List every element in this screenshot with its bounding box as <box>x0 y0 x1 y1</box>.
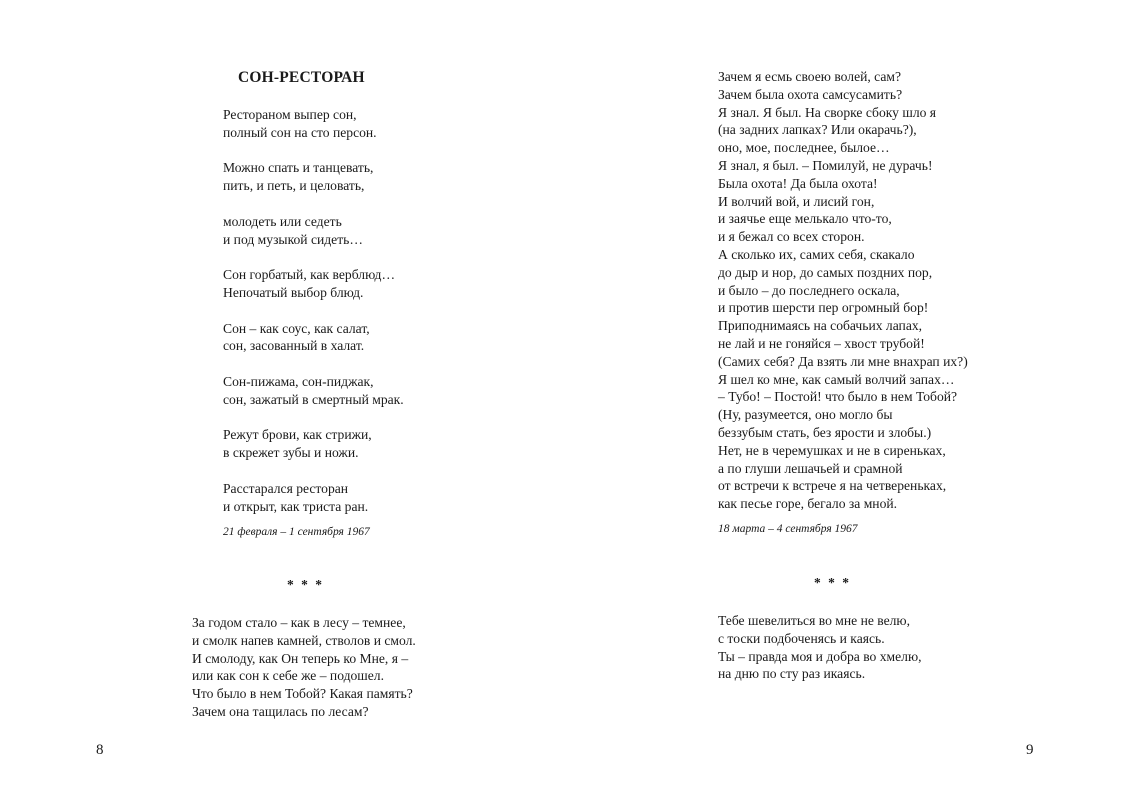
poem-date: 21 февраля – 1 сентября 1967 <box>223 526 370 538</box>
poem-son-restoran <box>223 106 404 533</box>
poem-line: Приподнимаясь на собачьих лапах, <box>718 318 923 334</box>
poem-line: (Самих себя? Да взять ли мне внахрап их?) <box>718 353 968 369</box>
stanza <box>223 426 404 462</box>
poem-line: Зачем я есмь своею волей, сам? <box>718 69 902 84</box>
poem-line: с тоски подбоченясь и каясь. <box>718 630 885 646</box>
poem-line: Тебе шевелиться во мне не велю, <box>718 613 910 628</box>
poem-line: и я бежал со всех сторон. <box>718 229 865 245</box>
section-separator: * * * <box>287 577 324 592</box>
poem-line: в скрежет зубы и ножи. <box>223 445 359 461</box>
poem-line: Зачем была охота самсусамить? <box>718 86 903 102</box>
poem-line: как песье горе, бегало за мной. <box>718 496 898 512</box>
poem-line: Была охота! Да была охота! <box>718 175 878 191</box>
poem-line: Ты – правда моя и добра во хмелю, <box>718 648 922 664</box>
poem-title: СОН-РЕСТОРАН <box>238 69 365 86</box>
poem-line: и было – до последнего оскала, <box>718 282 900 298</box>
poem-line: Нет, не в черемушках и не в сиреньках, <box>718 442 946 458</box>
right-page <box>566 0 1132 800</box>
poem-line: И смолоду, как Он теперь ко Мне, я – <box>192 650 409 666</box>
page-number: 9 <box>1026 742 1034 758</box>
stanza <box>223 159 404 195</box>
stanza <box>223 373 404 409</box>
stanza <box>223 480 404 516</box>
poem-line: Сон-пижама, сон-пиджак, <box>223 373 374 389</box>
poem-line: Расстарался ресторан <box>223 480 349 496</box>
poem-line: оно, мое, последнее, былое… <box>718 140 890 156</box>
poem-line: Рестораном выпер сон, <box>223 107 357 122</box>
poem-line: – Тубо! – Постой! что было в нем Тобой? <box>718 389 958 405</box>
stanza <box>223 106 404 142</box>
poem-line: А сколько их, самих себя, скакало <box>718 246 915 262</box>
stanza <box>223 320 404 356</box>
poem-line: Сон горбатый, как верблюд… <box>223 267 396 283</box>
poem-line: Я шел ко мне, как самый волчий запах… <box>718 371 955 387</box>
poem-date: 18 марта – 4 сентября 1967 <box>718 523 858 535</box>
poem-untitled-left <box>192 614 416 721</box>
poem-line: полный сон на сто персон. <box>223 124 377 140</box>
poem-line: и открыт, как триста ран. <box>223 498 369 514</box>
section-separator: * * * <box>814 575 851 590</box>
poem-line: на дню по сту раз икаясь. <box>718 666 866 682</box>
poem-line: и под музыкой сидеть… <box>223 231 363 247</box>
poem-line: и смолк напев камней, стволов и смол. <box>192 632 416 648</box>
poem-line: Сон – как соус, как салат, <box>223 320 370 336</box>
page-number: 8 <box>96 742 104 758</box>
poem-line: пить, и петь, и целовать, <box>223 178 365 194</box>
poem-continuation <box>718 68 968 513</box>
poem-line: (Ну, разумеется, оно могло бы <box>718 407 893 423</box>
poem-line: а по глуши лешачьей и срамной <box>718 460 903 476</box>
poem-line: сон, засованный в халат. <box>223 338 365 354</box>
stanza <box>223 266 404 302</box>
poem-line: Можно спать и танцевать, <box>223 160 374 176</box>
poem-line: или как сон к себе же – подошел. <box>192 668 384 684</box>
poem-line: (на задних лапках? Или окарачь?), <box>718 122 917 138</box>
poem-line: Режут брови, как стрижи, <box>223 427 372 443</box>
poem-line: не лай и не гоняйся – хвост трубой! <box>718 335 925 351</box>
poem-line: сон, зажатый в смертный мрак. <box>223 391 404 407</box>
poem-line: и заячье еще мелькало что-то, <box>718 211 892 227</box>
poem-line: И волчий вой, и лисий гон, <box>718 193 875 209</box>
poem-line: от встречи к встрече я на четвереньках, <box>718 478 947 494</box>
poem-line: беззубым стать, без ярости и злобы.) <box>718 424 932 440</box>
poem-line: За годом стало – как в лесу – темнее, <box>192 615 406 630</box>
poem-line: Что было в нем Тобой? Какая память? <box>192 686 413 702</box>
poem-line: Зачем она тащилась по лесам? <box>192 703 369 719</box>
poem-line: и против шерсти пер огромный бор! <box>718 300 929 316</box>
poem-line: Непочатый выбор блюд. <box>223 284 364 300</box>
poem-line: Я знал. Я был. На сворке сбоку шло я <box>718 104 937 120</box>
poem-line: Я знал, я был. – Помилуй, не дурачь! <box>718 157 933 173</box>
poem-line: до дыр и нор, до самых поздних пор, <box>718 264 933 280</box>
stanza <box>223 213 404 249</box>
poem-untitled-right <box>718 612 922 683</box>
poem-line: молодеть или седеть <box>223 213 342 229</box>
